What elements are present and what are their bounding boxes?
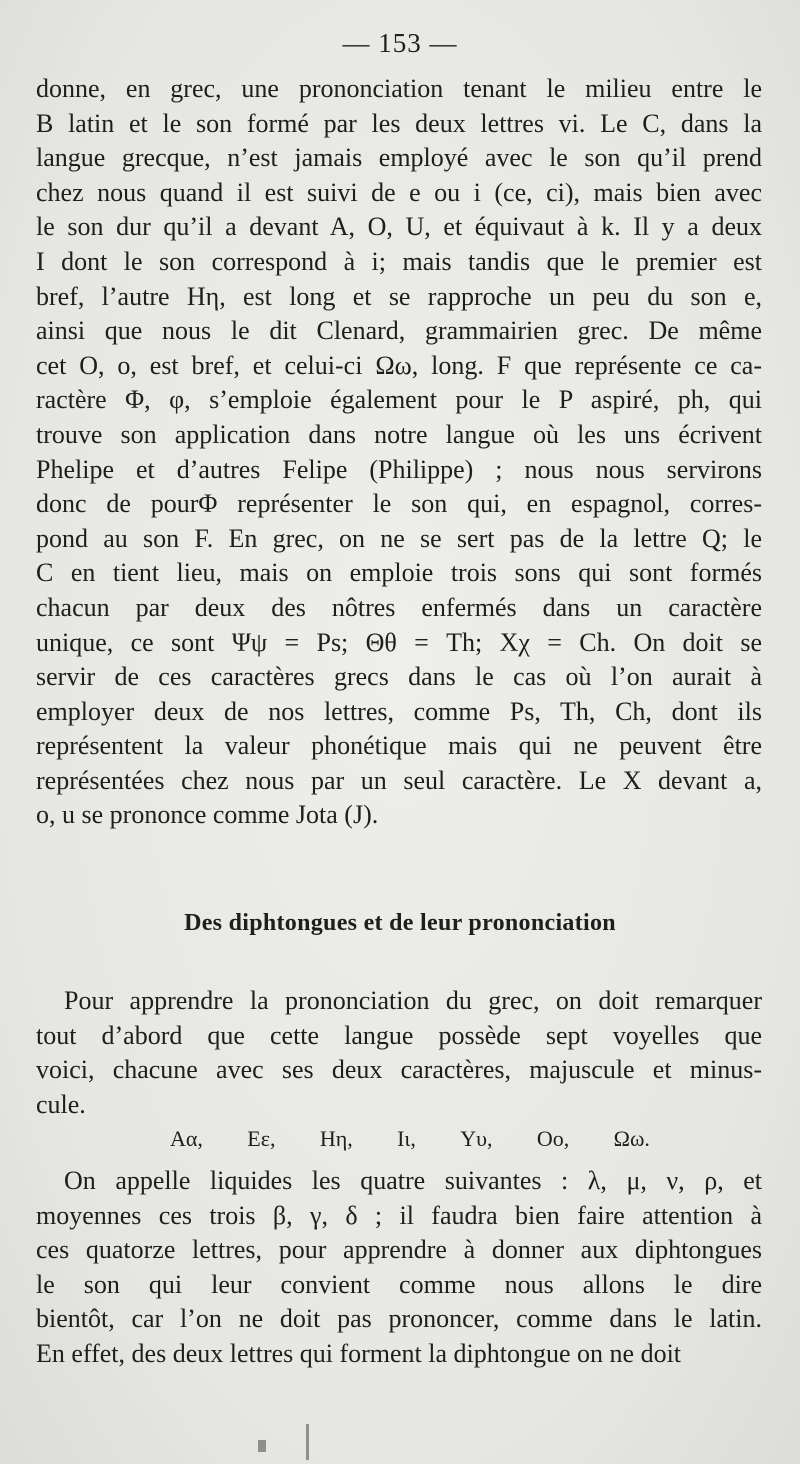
- text-line: Pour apprendre la prononciation du grec, on doit remarquer: [64, 986, 762, 1015]
- text-line: représentées chez nous par un seul caractère. Le X devant a,: [36, 765, 762, 795]
- text-line: langue grecque, n’est jamais employé avec le son qu’il prend: [36, 143, 762, 173]
- paragraph-1: [36, 72, 762, 833]
- text-line: B latin et le son formé par les deux lettres vi. Le C, dans la: [36, 108, 762, 138]
- paragraph-2: [36, 984, 762, 1122]
- text-line: tout d’abord que cette langue possède sept voyelles que: [36, 1020, 762, 1050]
- text-line: le son dur qu’il a devant A, O, U, et équivaut à k. Il y a deux: [36, 212, 762, 242]
- ink-mark: [306, 1424, 309, 1460]
- text-line: cet O, o, est bref, et celui-ci Ωω, long. F que représente ce ca-: [36, 350, 762, 380]
- text-line: donne, en grec, une prononciation tenant le milieu entre le: [36, 74, 762, 103]
- vowel-pair: Ιι,: [397, 1126, 416, 1151]
- text-line: On appelle liquides les quatre suivantes : λ, μ, ν, ρ, et: [64, 1166, 762, 1195]
- vowel-pair: Εε,: [247, 1126, 276, 1151]
- vowel-pair: Αα,: [170, 1126, 203, 1151]
- ink-mark: [258, 1440, 266, 1452]
- text-line: cule.: [36, 1089, 86, 1119]
- text-line: bref, l’autre Hη, est long et se rapproche un peu du son e,: [36, 281, 762, 311]
- text-line: o, u se prononce comme Jota (J).: [36, 800, 379, 830]
- text-line: le son qui leur convient comme nous allons le dire: [36, 1269, 762, 1299]
- text-line: ractère Φ, φ, s’emploie également pour le P aspiré, ph, qui: [36, 385, 762, 415]
- text-line: pond au son F. En grec, on ne se sert pas de la lettre Q; le: [36, 523, 762, 553]
- text-line: bientôt, car l’on ne doit pas prononcer, comme dans le latin.: [36, 1304, 762, 1334]
- vowel-list: [170, 1126, 650, 1152]
- text-line: En effet, des deux lettres qui forment la diphtongue on ne doit: [36, 1338, 682, 1368]
- vowel-pair: Ωω.: [613, 1126, 650, 1151]
- text-line: moyennes ces trois β, γ, δ ; il faudra bien faire attention à: [36, 1200, 762, 1230]
- vowel-pair: Υυ,: [460, 1126, 493, 1151]
- vowel-pair: Ηη,: [319, 1126, 353, 1151]
- text-line: ainsi que nous le dit Clenard, grammairien grec. De même: [36, 316, 762, 346]
- text-line: voici, chacune avec ses deux caractères, majuscule et minus-: [36, 1055, 762, 1085]
- text-line: représentent la valeur phonétique mais qui ne peuvent être: [36, 731, 762, 761]
- vowel-pair: Οο,: [536, 1126, 570, 1151]
- text-line: unique, ce sont Ψψ = Ps; Θθ = Th; Χχ = Ch. On doit se: [36, 627, 762, 657]
- text-line: ces quatorze lettres, pour apprendre à donner aux diphtongues: [36, 1235, 762, 1265]
- text-line: donc de pourΦ représenter le son qui, en espagnol, corres-: [36, 489, 762, 519]
- text-line: I dont le son correspond à i; mais tandis que le premier est: [36, 246, 762, 276]
- text-line: trouve son application dans notre langue où les uns écrivent: [36, 419, 762, 449]
- section-heading: Des diphtongues et de leur prononciation: [184, 910, 616, 936]
- page-number: — 153 —: [342, 28, 458, 58]
- text-line: employer deux de nos lettres, comme Ps, Th, Ch, dont ils: [36, 696, 762, 726]
- text-line: C en tient lieu, mais on emploie trois sons qui sont formés: [36, 558, 762, 588]
- text-line: chez nous quand il est suivi de e ou i (ce, ci), mais bien avec: [36, 177, 762, 207]
- text-line: chacun par deux des nôtres enfermés dans un caractère: [36, 592, 762, 622]
- paragraph-3: [36, 1164, 762, 1372]
- text-line: servir de ces caractères grecs dans le cas où l’on aurait à: [36, 662, 762, 692]
- text-line: Phelipe et d’autres Felipe (Philippe) ; nous nous servirons: [36, 454, 762, 484]
